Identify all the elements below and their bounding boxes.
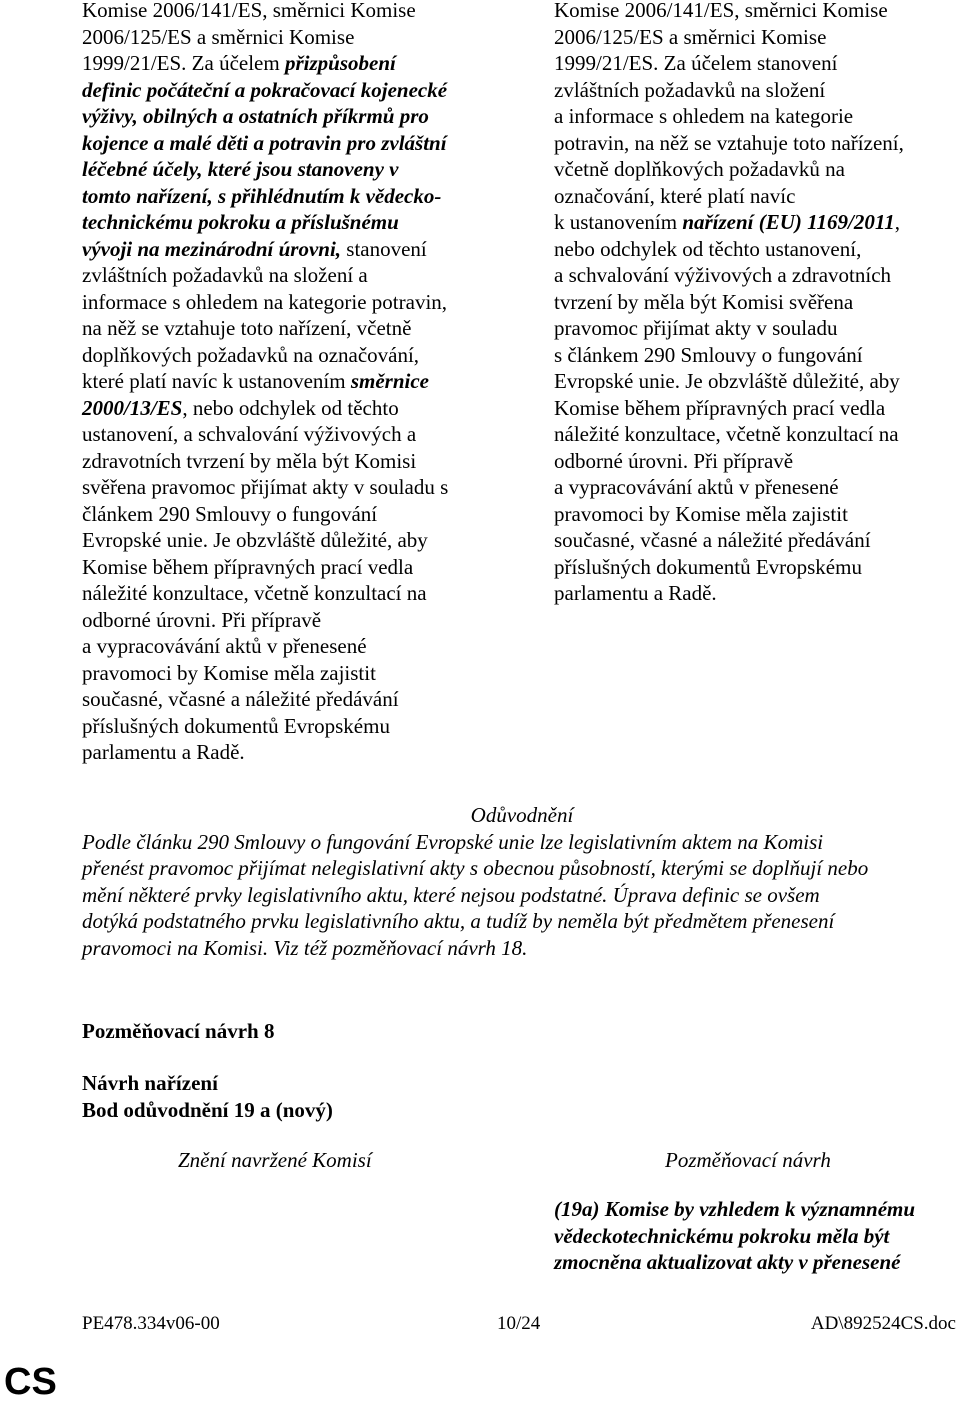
text-line bbox=[554, 262, 954, 289]
text-line bbox=[554, 156, 954, 183]
text-line bbox=[82, 580, 512, 607]
text-run: , bbox=[894, 210, 900, 234]
text-line bbox=[82, 183, 512, 210]
text-run: , nebo odchylek od těchto bbox=[182, 395, 399, 420]
recital-heading: Bod odůvodnění 19 a (nový) bbox=[82, 1098, 333, 1122]
text-run: s článkem 290 Smlouvy o fungování bbox=[554, 342, 863, 367]
text-run: k ustanovením bbox=[554, 210, 683, 234]
text-run: současné, včasné a náležité předávání bbox=[554, 528, 871, 552]
text-line bbox=[82, 50, 512, 77]
justification-block bbox=[82, 802, 960, 961]
right-column-text bbox=[554, 0, 954, 607]
emphasized-run: definic počáteční a pokračovací kojenecké bbox=[82, 77, 448, 102]
text-run: náležité konzultace, včetně konzultací na bbox=[82, 581, 427, 605]
text-line bbox=[82, 421, 512, 448]
emphasized-run: technickému pokroku a příslušnému bbox=[82, 210, 399, 234]
text-line bbox=[554, 315, 954, 342]
justification-line: přenést pravomoc přijímat nelegislativní akty s obecnou působností, kterými se doplňují nebo bbox=[82, 856, 869, 880]
text-line bbox=[82, 660, 512, 687]
commission-text-label: Znění navržené Komisí bbox=[178, 1148, 372, 1172]
text-line bbox=[554, 448, 954, 475]
text-line bbox=[554, 0, 954, 24]
text-run: pravomoc přijímat akty v souladu bbox=[554, 316, 838, 340]
text-line bbox=[554, 580, 954, 607]
text-line bbox=[82, 289, 512, 316]
text-run: a schvalování výživových a zdravotních bbox=[554, 263, 892, 287]
text-run: informace s ohledem na kategorie potravin, bbox=[82, 289, 448, 314]
text-line bbox=[82, 607, 512, 634]
text-line bbox=[82, 103, 512, 130]
text-run: ustanovení, a schvalování výživových a bbox=[82, 422, 417, 446]
justification-title: Odůvodnění bbox=[470, 803, 574, 827]
text-run: potravin, na něž se vztahuje toto nařízení, bbox=[554, 130, 904, 155]
text-line bbox=[554, 501, 954, 528]
text-line bbox=[554, 209, 954, 236]
text-line bbox=[82, 342, 512, 369]
text-run: 2006/125/ES a směrnici Komise bbox=[554, 24, 827, 49]
language-code: CS bbox=[4, 1361, 57, 1403]
text-line bbox=[82, 368, 512, 395]
text-line bbox=[554, 368, 954, 395]
text-line bbox=[82, 448, 512, 475]
text-run: zvláštních požadavků na složení bbox=[554, 77, 826, 102]
text-run: označování, které platí navíc bbox=[554, 183, 796, 208]
emphasized-run: směrnice bbox=[350, 369, 429, 393]
text-run: 2006/125/ES a směrnici Komise bbox=[82, 24, 355, 49]
text-run: zvláštních požadavků na složení a bbox=[82, 263, 368, 287]
text-line bbox=[82, 633, 512, 660]
text-run: Komise 2006/141/ES, směrnici Komise bbox=[82, 0, 416, 22]
justification-line: Podle článku 290 Smlouvy o fungování Evropské unie lze legislativním aktem na Komisi bbox=[82, 829, 824, 854]
emphasized-run: tomto nařízení, s přihlédnutím k vědecko- bbox=[82, 183, 442, 208]
text-line bbox=[554, 474, 954, 501]
text-run: na něž se vztahuje toto nařízení, včetně bbox=[82, 316, 412, 340]
footer-page-number: 10/24 bbox=[497, 1313, 541, 1334]
text-line bbox=[554, 421, 954, 448]
left-column-text bbox=[82, 0, 512, 766]
text-run: parlamentu a Radě. bbox=[82, 740, 245, 764]
text-run: nebo odchylek od těchto ustanovení, bbox=[554, 236, 862, 261]
text-run: náležité konzultace, včetně konzultací na bbox=[554, 422, 899, 446]
text-line bbox=[82, 686, 512, 713]
text-run: doplňkových požadavků na označování, bbox=[82, 342, 420, 367]
text-run: článkem 290 Smlouvy o fungování bbox=[82, 501, 378, 526]
text-line bbox=[554, 395, 954, 422]
text-line bbox=[554, 527, 954, 554]
justification-line: pravomoci na Komisi. Viz též pozměňovací návrh 18. bbox=[82, 935, 528, 960]
text-run: odborné úrovni. Při přípravě bbox=[82, 607, 322, 632]
emphasized-run: přizpůsobení bbox=[284, 51, 396, 75]
text-line bbox=[82, 0, 512, 24]
text-line bbox=[554, 289, 954, 316]
text-line bbox=[82, 527, 512, 554]
text-line bbox=[554, 342, 954, 369]
text-line bbox=[82, 236, 512, 263]
text-run: a informace s ohledem na kategorie bbox=[554, 104, 854, 128]
footer-file-name: AD\892524CS.doc bbox=[810, 1313, 956, 1334]
text-run: 1999/21/ES. Za účelem bbox=[82, 51, 285, 75]
emphasized-run: výživy, obilných a ostatních příkrmů pro bbox=[82, 104, 429, 128]
justification-line: mění některé prvky legislativního aktu, které nejsou podstatné. Úprava definic se ovšem bbox=[82, 882, 820, 907]
amendment-label: Pozměňovací návrh bbox=[665, 1148, 831, 1172]
text-line bbox=[82, 77, 512, 104]
text-run: 1999/21/ES. Za účelem stanovení bbox=[554, 51, 838, 75]
amendment-line: vědeckotechnickému pokroku měla být bbox=[554, 1223, 890, 1248]
text-line bbox=[82, 501, 512, 528]
emphasized-run: vývoji na mezinárodní úrovni, bbox=[82, 236, 342, 261]
text-run: příslušných dokumentů Evropskému bbox=[554, 554, 862, 579]
text-line bbox=[554, 77, 954, 104]
text-run: Komise během přípravných prací vedla bbox=[554, 395, 886, 420]
text-line bbox=[82, 395, 512, 422]
text-line bbox=[554, 130, 954, 157]
text-line bbox=[82, 554, 512, 581]
footer-doc-ref: PE478.334v06-00 bbox=[82, 1313, 220, 1334]
emphasized-run: léčebné účely, které jsou stanoveny v bbox=[82, 157, 399, 181]
text-run: Evropské unie. Je obzvláště důležité, aby bbox=[82, 528, 428, 552]
text-run: pravomoci by Komise měla zajistit bbox=[554, 501, 848, 526]
text-line bbox=[554, 554, 954, 581]
text-run: pravomoci by Komise měla zajistit bbox=[82, 660, 376, 685]
text-line bbox=[554, 103, 954, 130]
text-run: které platí navíc k ustanovením bbox=[82, 369, 351, 393]
text-run: tvrzení by měla být Komisi svěřena bbox=[554, 289, 854, 314]
text-line bbox=[82, 130, 512, 157]
text-line bbox=[554, 24, 954, 51]
emphasized-run: 2000/13/ES bbox=[82, 395, 183, 420]
text-line bbox=[82, 24, 512, 51]
text-line bbox=[554, 236, 954, 263]
text-run: příslušných dokumentů Evropskému bbox=[82, 713, 390, 738]
text-run: svěřena pravomoc přijímat akty v souladu s bbox=[82, 475, 449, 499]
text-run: Komise během přípravných prací vedla bbox=[82, 554, 414, 579]
proposal-heading: Návrh nařízení bbox=[82, 1071, 218, 1095]
justification-line: dotýká podstatného prvku legislativního aktu, a tudíž by neměla být předmětem přenesení bbox=[82, 909, 835, 933]
text-line bbox=[82, 713, 512, 740]
amendment-number-heading: Pozměňovací návrh 8 bbox=[82, 1019, 275, 1043]
text-line bbox=[82, 739, 512, 766]
text-run: zdravotních tvrzení by měla být Komisi bbox=[82, 448, 417, 473]
text-line bbox=[82, 262, 512, 289]
text-run: a vypracovávání aktů v přenesené bbox=[554, 475, 839, 499]
text-line bbox=[554, 183, 954, 210]
amendment-line: zmocněna aktualizovat akty v přenesené bbox=[554, 1250, 901, 1274]
text-run: Komise 2006/141/ES, směrnici Komise bbox=[554, 0, 888, 22]
text-run: Evropské unie. Je obzvláště důležité, aby bbox=[554, 369, 900, 393]
text-line bbox=[554, 50, 954, 77]
text-line bbox=[82, 474, 512, 501]
emphasized-run: kojence a malé děti a potravin pro zvláštní bbox=[82, 130, 447, 155]
amendment-text bbox=[554, 1196, 954, 1276]
text-run: parlamentu a Radě. bbox=[554, 581, 717, 605]
text-run: současné, včasné a náležité předávání bbox=[82, 687, 399, 711]
text-run: a vypracovávání aktů v přenesené bbox=[82, 634, 367, 658]
emphasized-run: nařízení (EU) 1169/2011 bbox=[682, 210, 895, 234]
text-run: včetně doplňkových požadavků na bbox=[554, 157, 845, 181]
text-line bbox=[82, 315, 512, 342]
text-run: odborné úrovni. Při přípravě bbox=[554, 448, 794, 473]
text-run: stanovení bbox=[341, 236, 427, 261]
amendment-line: (19a) Komise by vzhledem k významnému bbox=[554, 1197, 916, 1221]
text-line bbox=[82, 156, 512, 183]
text-line bbox=[82, 209, 512, 236]
